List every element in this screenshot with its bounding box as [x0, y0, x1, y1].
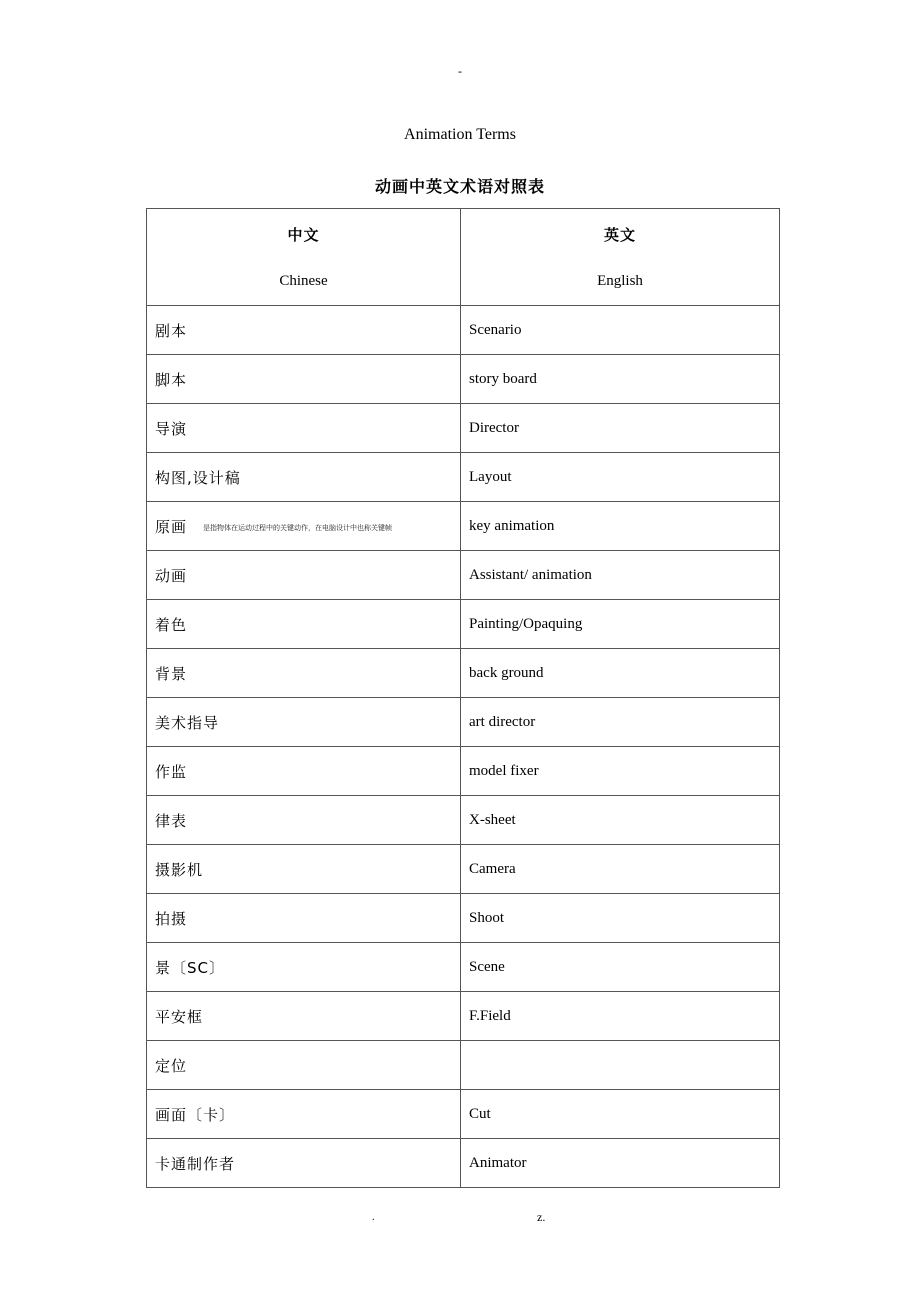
english-term: X-sheet [469, 811, 516, 828]
footer-mark-right: z. [537, 1210, 546, 1224]
footer-mark-left: . [372, 1212, 375, 1223]
chinese-term: 拍摄 [155, 909, 188, 928]
chinese-term: 剧本 [155, 321, 188, 340]
header-english-cell [461, 209, 780, 306]
english-term: Cut [469, 1105, 491, 1122]
header-chinese-cell [147, 209, 461, 306]
table-row [147, 943, 780, 992]
english-term-cell [461, 747, 780, 796]
english-term-cell [461, 845, 780, 894]
chinese-term-cell [147, 453, 461, 502]
chinese-term: 构图,设计稿 [155, 468, 241, 487]
chinese-term-cell [147, 992, 461, 1041]
table-row [147, 1139, 780, 1188]
english-term-cell [461, 943, 780, 992]
english-term: Assistant/ animation [469, 566, 592, 583]
chinese-term: 脚本 [155, 370, 188, 389]
chinese-term-cell [147, 1090, 461, 1139]
english-term: Camera [469, 860, 516, 877]
english-term: Layout [469, 468, 512, 485]
english-term-cell [461, 796, 780, 845]
table-row [147, 600, 780, 649]
chinese-term: 平安框 [155, 1007, 204, 1026]
english-term-cell [461, 453, 780, 502]
chinese-term: 律表 [155, 811, 188, 830]
chinese-term-note: 是指物体在运动过程中的关键动作，在电脑设计中也称关键帧 [203, 524, 393, 533]
table-row [147, 796, 780, 845]
chinese-term: 卡通制作者 [155, 1154, 236, 1173]
page-header-mark: - [458, 64, 462, 78]
chinese-term-cell [147, 747, 461, 796]
chinese-term: 动画 [155, 566, 188, 585]
table-row [147, 845, 780, 894]
table-row [147, 747, 780, 796]
chinese-term-cell [147, 551, 461, 600]
chinese-term-cell [147, 796, 461, 845]
chinese-term-cell [147, 1139, 461, 1188]
english-term-cell [461, 306, 780, 355]
chinese-term-cell [147, 306, 461, 355]
english-term: Scene [469, 958, 505, 975]
table-row [147, 1090, 780, 1139]
chinese-term: 摄影机 [155, 860, 204, 879]
header-chinese-label-en: Chinese [279, 273, 328, 289]
header-english-label-en: English [597, 273, 643, 289]
table-row [147, 649, 780, 698]
table-row [147, 453, 780, 502]
chinese-term-cell [147, 845, 461, 894]
title-chinese: 动画中英文术语对照表 [374, 177, 545, 196]
title-english: Animation Terms [404, 126, 516, 143]
chinese-term: 背景 [155, 664, 188, 683]
header-chinese-label-zh: 中文 [287, 226, 320, 244]
table-row [147, 306, 780, 355]
table-row [147, 992, 780, 1041]
english-term-cell [461, 1139, 780, 1188]
table-row [147, 355, 780, 404]
english-term: Director [469, 419, 519, 436]
english-term-cell [461, 698, 780, 747]
terms-table [146, 208, 780, 1188]
chinese-term: 作监 [155, 762, 188, 781]
english-term-cell [461, 551, 780, 600]
table-row [147, 698, 780, 747]
table-row [147, 502, 780, 551]
header-english-label-zh: 英文 [603, 226, 636, 244]
english-term: Painting/Opaquing [469, 615, 583, 632]
english-term-cell [461, 600, 780, 649]
english-term: Shoot [469, 909, 505, 926]
chinese-term-cell [147, 404, 461, 453]
english-term-cell [461, 649, 780, 698]
english-term: Animator [469, 1154, 527, 1171]
table-row [147, 894, 780, 943]
english-term: key animation [469, 517, 555, 534]
chinese-term-cell [147, 894, 461, 943]
english-term: model fixer [469, 762, 539, 779]
chinese-term-cell [147, 943, 461, 992]
english-term-cell [461, 404, 780, 453]
table-body [147, 306, 780, 1188]
chinese-term: 定位 [155, 1056, 188, 1075]
english-term: story board [469, 370, 537, 387]
english-term-cell [461, 502, 780, 551]
chinese-term-cell [147, 600, 461, 649]
table-row [147, 1041, 780, 1090]
chinese-term: 画面〔卡〕 [155, 1105, 236, 1124]
english-term-cell [461, 355, 780, 404]
chinese-term: 着色 [155, 615, 188, 634]
chinese-term: 景〔SC〕 [155, 958, 225, 977]
english-term-cell [461, 992, 780, 1041]
chinese-term-cell [147, 1041, 461, 1090]
chinese-term: 原画 [155, 517, 188, 536]
english-term-cell [461, 1090, 780, 1139]
english-term: art director [469, 713, 536, 730]
chinese-term-cell [147, 649, 461, 698]
table-row [147, 404, 780, 453]
chinese-term-cell [147, 698, 461, 747]
english-term-cell [461, 894, 780, 943]
chinese-term-cell [147, 355, 461, 404]
english-term: back ground [469, 664, 544, 681]
table-row [147, 551, 780, 600]
english-term-cell [461, 1041, 780, 1090]
chinese-term: 美术指导 [155, 713, 220, 732]
english-term: Scenario [469, 321, 522, 338]
chinese-term-cell [147, 502, 461, 551]
english-term: F.Field [469, 1007, 511, 1024]
chinese-term: 导演 [155, 419, 188, 438]
table-header-row [147, 209, 780, 306]
